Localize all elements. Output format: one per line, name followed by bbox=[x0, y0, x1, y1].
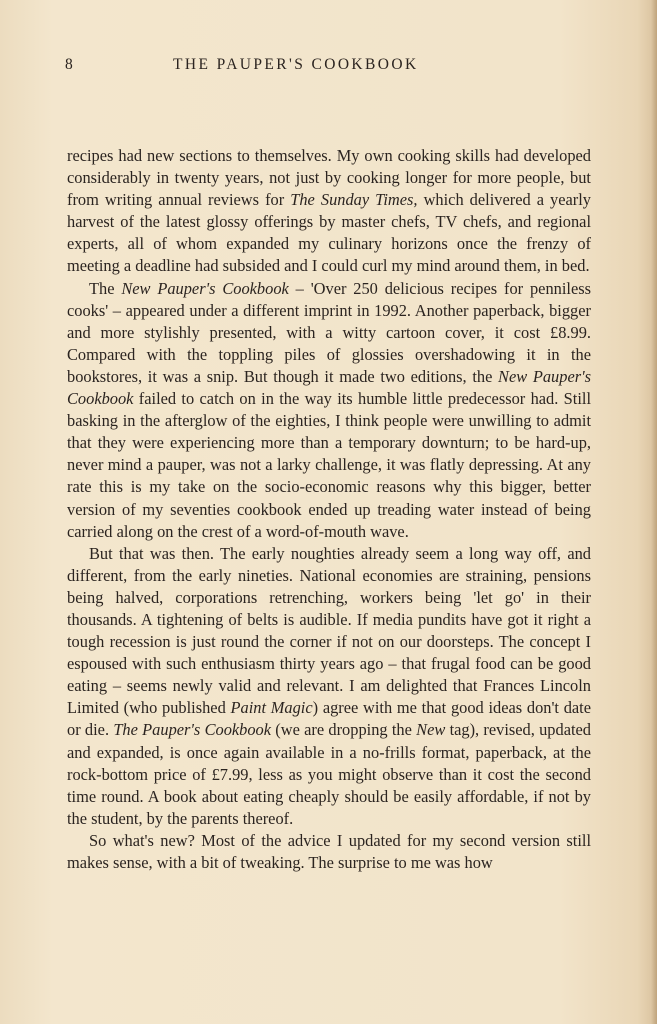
italic-title: Paint Magic bbox=[230, 698, 313, 718]
paragraph-1 bbox=[67, 145, 591, 278]
body-text bbox=[67, 145, 591, 874]
italic-title: The Pauper's Cookbook bbox=[113, 720, 272, 740]
paragraph-3 bbox=[67, 543, 591, 830]
text-run: But that was then. The early noughties already seem a long way off, and different, from the early nineties. National economies are straining, pensions being halved, corporations retrenching, workers being 'let go' in their thousands. A tightening of belts is audible. If media pundits have got it right a tough recession is just round the corner if not on our doorsteps. The concept I espoused with such enthusiasm thirty years ago – that frugal food can be good eating – seems newly valid and relevant. I am delighted that Frances Lincoln Limited (who published bbox=[67, 543, 591, 718]
text-run: So what's new? Most of the advice I updated for my second version still makes sense, with a bit of tweaking. The surprise to me was how bbox=[67, 830, 591, 872]
text-run: – 'Over 250 delicious recipes for penniless cooks' – appeared under a different imprint in 1992. Another paperback, bigger and more stylishly presented, with a witty cartoon cover, it cost £8.99. Compared with the toppling piles of glossies overshadowing it in the bookstores, it was a snip. But though it made two editions, the bbox=[67, 278, 591, 386]
italic-title: New Pauper's Cookbook bbox=[67, 366, 591, 409]
italic-title: New Pauper's Cookbook bbox=[121, 278, 289, 298]
text-run: The bbox=[89, 278, 122, 298]
text-run: ) agree with me that good ideas don't date or die. bbox=[67, 698, 592, 740]
text-run: (we are dropping the bbox=[271, 720, 417, 740]
running-head bbox=[63, 56, 593, 78]
text-run: which delivered a yearly harvest of the latest glossy offerings by master chefs, TV chefs, and regional experts, all of whom expanded my culinary horizons once the frenzy of meeting a deadline had subsided and I could curl my mind around them, in bed. bbox=[67, 190, 591, 276]
italic-title: The Sunday Times, bbox=[290, 190, 418, 210]
text-run: tag), revised, updated and expanded, is once again available in a no-frills format, paperback, at the rock-bottom price of £7.99, less as you might observe than it cost the second time round. A book about eating cheaply should be easily affordable, if not by the student, by the parents thereof. bbox=[67, 720, 591, 828]
page-number: 8 bbox=[65, 56, 74, 73]
paragraph-4 bbox=[67, 830, 591, 874]
italic-title: New bbox=[416, 720, 446, 740]
text-run: recipes had new sections to themselves. My own cooking skills had developed considerably in twenty years, not just by cooking longer for more people, but from writing annual reviews for bbox=[67, 146, 591, 210]
text-run: failed to catch on in the way its humble little predecessor had. Still basking in the afterglow of the eighties, I think people were unwilling to admit that they were experiencing more than a temporary downturn; to be hard-up, never mind a pauper, was not a larky challenge, it was flatly depressing. At any rate this is my take on the socio-economic reasons why this bigger, better version of my seventies cookbook ended up treading water instead of being carried along on the crest of a word-of-mouth wave. bbox=[67, 389, 591, 541]
paragraph-2 bbox=[67, 278, 591, 543]
page-edge-shadow bbox=[651, 0, 657, 1024]
book-title-header: THE PAUPER'S COOKBOOK bbox=[173, 56, 419, 73]
